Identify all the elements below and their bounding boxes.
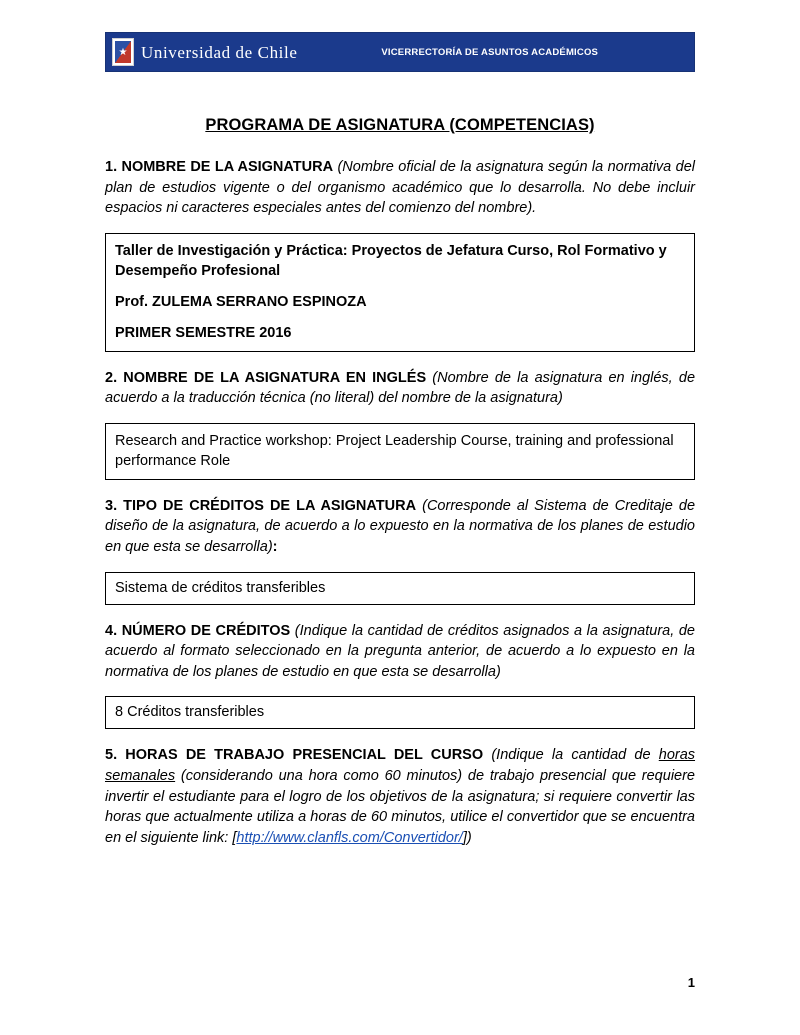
section-5-instruction-underlined: horas semanales: [105, 747, 696, 784]
section-5-instruction-part3: ]): [462, 829, 472, 846]
course-name-english-value: Research and Practice workshop: Project Leadership Course, training and professional performance Role: [115, 432, 674, 469]
credit-count-value: 8 Créditos transferibles: [115, 704, 265, 721]
course-name-value: Taller de Investigación y Práctica: Proyectos de Jefatura Curso, Rol Formativo y Desempeño Profesional: [115, 242, 667, 279]
page-number: 1: [687, 975, 695, 990]
office-name: VICERRECTORÍA DE ASUNTOS ACADÉMICOS: [381, 46, 599, 58]
section-5-paragraph: [105, 745, 695, 848]
semester-value: PRIMER SEMESTRE 2016: [115, 324, 292, 341]
section-1-instruction: (Nombre oficial de la asignatura según la normativa del plan de estudios vigente o del organismo académico que lo desarrolla. No debe incluir espacios ni caracteres especiales antes del comienzo del nombre).: [105, 159, 695, 217]
section-4-paragraph: [105, 621, 695, 683]
section-5-instruction-part2: (considerando una hora como 60 minutos) de trabajo presencial que requiere invertir el estudiante para el logro de los objetivos de la asignatura; si requiere convertir las horas que actualmente utiliza a horas de 60 minutos, utilice el convertidor que se encuentra en el siguiente link: [: [105, 767, 695, 846]
page-header-banner: [105, 32, 695, 72]
section-3-answer-box: [105, 572, 695, 605]
coat-of-arms-icon: ★: [112, 38, 134, 66]
section-1-paragraph: [105, 157, 695, 219]
section-5-heading: 5. HORAS DE TRABAJO PRESENCIAL DEL CURSO: [105, 747, 484, 764]
section-4-heading: 4. NÚMERO DE CRÉDITOS: [105, 622, 291, 639]
section-5-instruction-part1: (Indique la cantidad de: [491, 747, 659, 764]
section-3-paragraph: [105, 496, 695, 558]
section-3-instruction: (Corresponde al Sistema de Creditaje de diseño de la asignatura, de acuerdo a lo expuesto en la normativa de los planes de estudio en que esta se desarrolla): [105, 497, 696, 556]
section-2-answer-box: [105, 423, 695, 480]
section-3-heading: 3. TIPO DE CRÉDITOS DE LA ASIGNATURA: [105, 497, 417, 514]
professor-value: Prof. ZULEMA SERRANO ESPINOZA: [115, 293, 367, 310]
header-brand: [106, 33, 297, 71]
university-name: Universidad de Chile: [141, 43, 298, 62]
section-3-instruction-tail: :: [272, 539, 278, 556]
section-4-instruction: (Indique la cantidad de créditos asignados a la asignatura, de acuerdo al formato seleccionado en la pregunta anterior, de acuerdo a lo expuesto en la normativa de los planes de estudio en que esta se desarrolla): [105, 622, 695, 680]
section-1-heading: 1. NOMBRE DE LA ASIGNATURA: [105, 159, 334, 175]
section-2-instruction: (Nombre de la asignatura en inglés, de acuerdo a la traducción técnica (no literal) del nombre de la asignatura): [105, 369, 696, 407]
section-4-answer-box: [105, 696, 695, 729]
page-title: PROGRAMA DE ASIGNATURA (COMPETENCIAS): [205, 116, 595, 134]
section-1-answer-box: [105, 233, 695, 352]
converter-link[interactable]: http://www.clanfls.com/Convertidor/: [236, 829, 463, 846]
credit-type-value: Sistema de créditos transferibles: [115, 579, 326, 596]
section-2-heading: 2. NOMBRE DE LA ASIGNATURA EN INGLÉS: [105, 369, 427, 386]
section-2-paragraph: [105, 368, 695, 409]
document-content: [105, 32, 695, 862]
